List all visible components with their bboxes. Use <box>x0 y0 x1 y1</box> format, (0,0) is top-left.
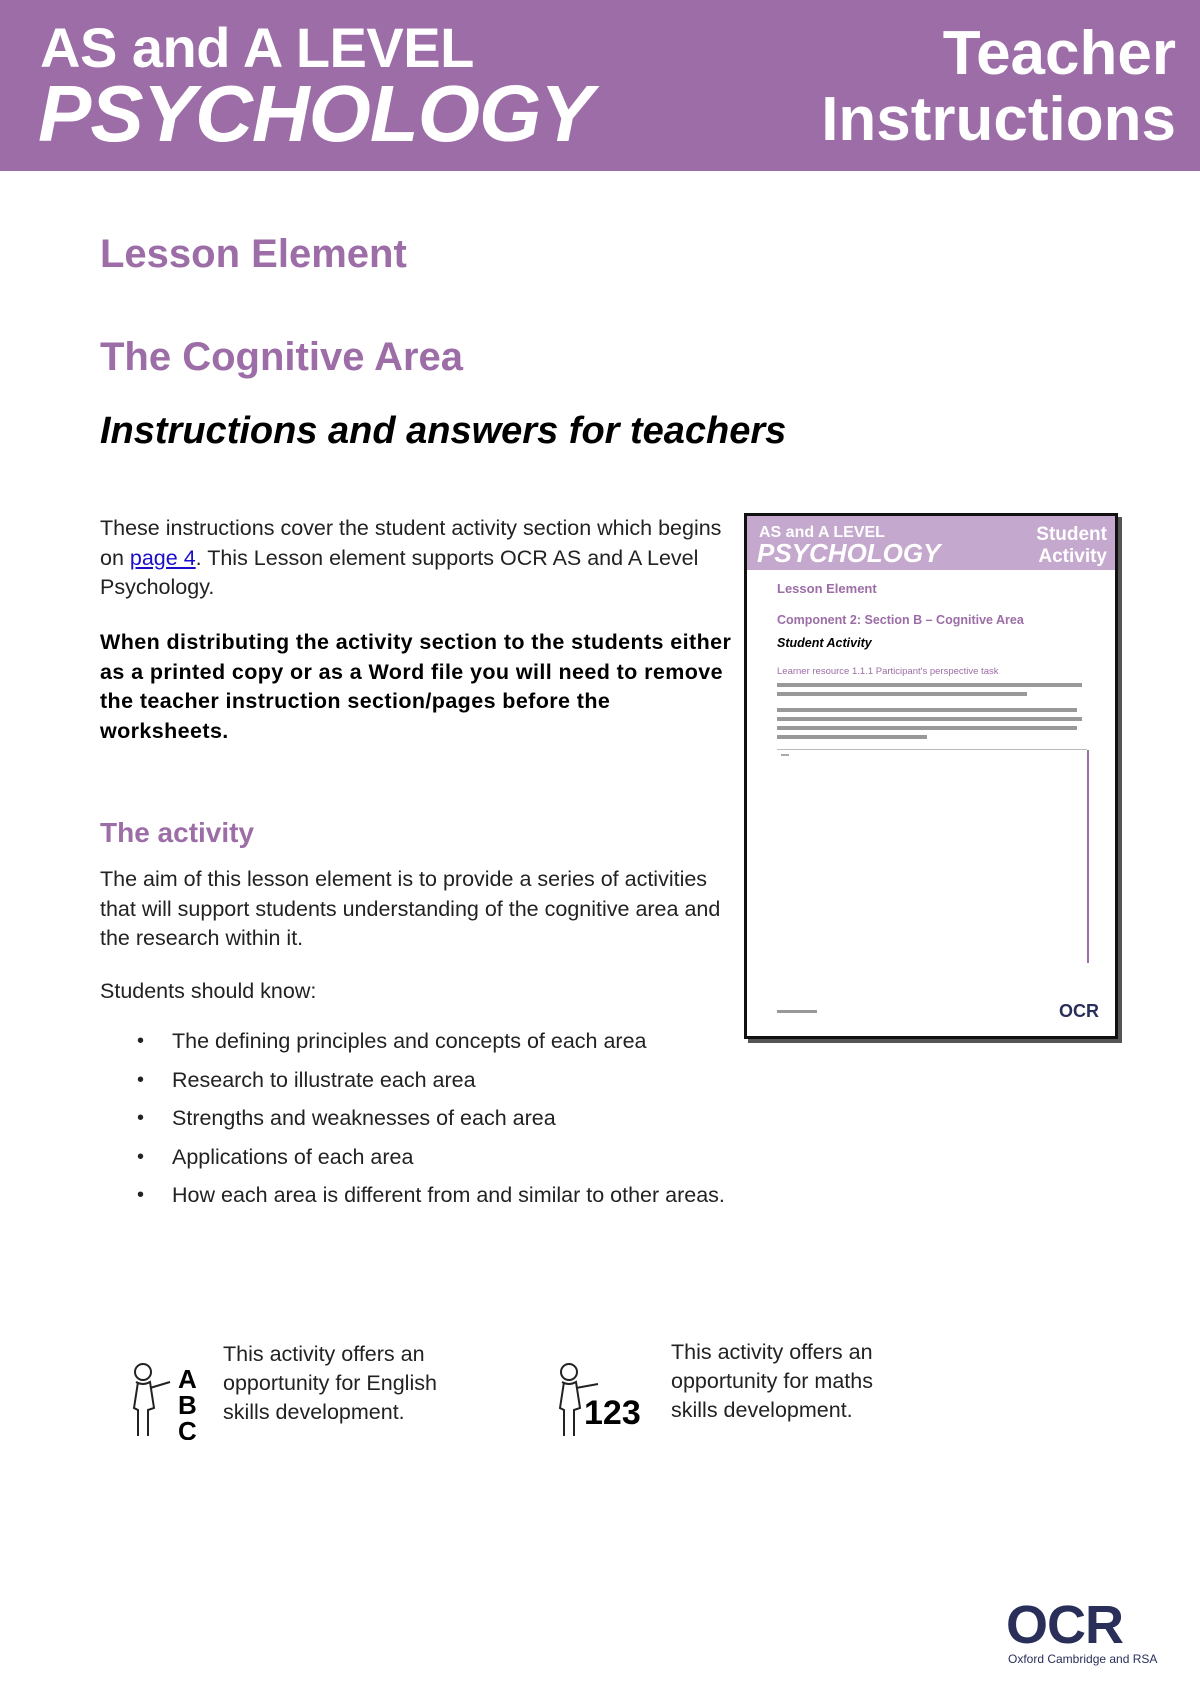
letter-b: B <box>178 1390 197 1420</box>
bullet-icon: • <box>137 1184 145 1206</box>
maths-skills-icon <box>552 1360 644 1440</box>
list-item <box>100 1065 725 1104</box>
intro-paragraph <box>100 514 735 603</box>
subject-title: PSYCHOLOGY <box>38 69 593 158</box>
list-item <box>100 1026 725 1065</box>
thumbnail-subject: PSYCHOLOGY <box>757 538 941 568</box>
thumbnail-student-activity: Student Activity <box>777 636 872 650</box>
bullet-icon: • <box>137 1030 145 1052</box>
thumbnail-text-line <box>777 683 1082 687</box>
list-item-text: How each area is different from and similar to other areas. <box>172 1183 725 1207</box>
thumbnail-text-line <box>777 726 1077 730</box>
activity-heading: The activity <box>100 817 255 848</box>
thumbnail-text-line <box>777 692 1027 696</box>
list-item-text: Strengths and weaknesses of each area <box>172 1106 556 1130</box>
thumbnail-answer-box <box>777 749 1087 963</box>
ocr-logo <box>1006 1595 1166 1668</box>
doc-type-line1: Teacher <box>942 19 1176 88</box>
activity-aim: The aim of this lesson element is to provide a series of activities that will support students understanding of the cognitive area and the research within it. <box>100 867 721 950</box>
knowledge-list <box>100 1026 725 1219</box>
doc-type-line2: Instructions <box>821 85 1176 154</box>
list-item-text: Applications of each area <box>172 1144 414 1169</box>
thumbnail-text-line <box>777 708 1077 712</box>
list-item <box>100 1142 725 1181</box>
thumbnail-ocr-logo: OCR <box>1059 1001 1099 1021</box>
maths-skills-text: This activity offers an opportunity for maths skills development. <box>671 1340 873 1422</box>
distribution-note: When distributing the activity section to the students either as a printed copy or as a Word file you will need to remove the teacher instruction section/pages before the worksheets. <box>100 630 732 743</box>
intro-text-end: . This Lesson element supports OCR AS and A Level Psychology. <box>100 545 699 599</box>
thumbnail-footer-date <box>777 1010 817 1013</box>
list-item <box>100 1103 725 1142</box>
ocr-logo-subtitle: Oxford Cambridge and RSA <box>1008 1652 1158 1666</box>
thumbnail-box-border <box>1087 750 1089 963</box>
student-activity-thumbnail <box>744 513 1118 1039</box>
lesson-element-heading: Lesson Element <box>100 232 407 276</box>
list-item-text: The defining principles and concepts of each area <box>172 1029 647 1053</box>
thumbnail-text-line <box>777 735 927 739</box>
ocr-logo-text: OCR <box>1006 1595 1123 1655</box>
intro-text-start: These instructions cover the student activity section which begins on <box>100 516 722 570</box>
list-item <box>100 1180 725 1219</box>
page-4-link[interactable]: page 4 <box>129 545 196 570</box>
list-item-text: Research to illustrate each area <box>172 1067 476 1092</box>
bullet-icon: • <box>137 1107 145 1129</box>
thumbnail-learner-resource: Learner resource 1.1.1 Participant's perspective task <box>777 666 999 677</box>
letter-c: C <box>178 1416 197 1440</box>
students-should-know: Students should know: <box>100 979 317 1003</box>
subject-level: AS and A LEVEL <box>40 16 474 79</box>
thumbnail-text-line <box>777 717 1082 721</box>
thumbnail-type-line2: Activity <box>1038 546 1107 567</box>
letter-a: A <box>178 1364 197 1394</box>
instructions-heading: Instructions and answers for teachers <box>100 410 787 452</box>
thumbnail-lesson-heading: Lesson Element <box>777 581 877 596</box>
english-skills-icon <box>126 1360 204 1440</box>
bullet-icon: • <box>137 1068 145 1091</box>
area-heading: The Cognitive Area <box>100 335 464 379</box>
english-skills-text: This activity offers an opportunity for English skills development. <box>223 1342 437 1424</box>
thumbnail-type-line1: Student <box>1036 524 1107 545</box>
thumbnail-level: AS and A LEVEL <box>759 524 885 541</box>
numbers-123: 123 <box>584 1394 641 1432</box>
header-banner <box>0 0 1200 171</box>
thumbnail-box-label <box>781 754 789 756</box>
thumbnail-component-heading: Component 2: Section B – Cognitive Area <box>777 613 1024 627</box>
bullet-icon: • <box>137 1145 145 1168</box>
